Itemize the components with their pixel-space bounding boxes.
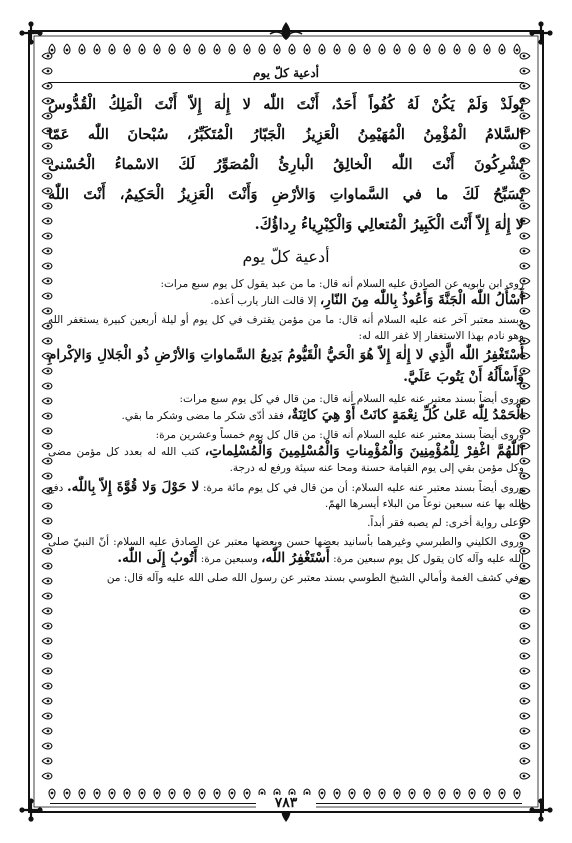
paragraph-text: وبسند معتبر آخر عنه عليه السلام أنه قال: ما من مؤمن يقترف في كل يوم أو ليلة أربعين كبيرة يستغفر الله وهو نادم بهذا الاستغفار إلا غفر الله له: — [48, 314, 524, 342]
prayer-text: لا حَوْلَ وَلا قُوَّةَ إِلاّ بِاللّٰه. — [66, 479, 200, 495]
prayer-text: أَتُوبُ إِلَى اللّٰه. — [117, 550, 198, 566]
paragraph-text: وروى أيضاً بسند معتبر عنه عليه السلام أنه قال: من قال كل يوم خمساً وعشرين مرة: — [155, 429, 524, 441]
paragraph-after: دفع الله بها عنه سبعين نوعاً من البلاء أيسرها الهمّ. — [48, 482, 524, 510]
header-divider — [48, 82, 524, 83]
header-title: أدعية كلّ يوم — [252, 66, 320, 80]
prayer-text: اللّٰهُمَّ اغْفِرْ لِلْمُؤْمِنِينَ وَالْمُؤْمِناتِ وَالْمُسْلِمِينَ وَالْمُسْلِماتِ، — [204, 443, 524, 459]
paragraph-after: فقد أدّى شكر ما مضى وشكر ما بقي. — [121, 410, 284, 422]
paragraph-text: وروى أيضاً بسند معتبر عنه عليه السلام أنه قال: من قال في كل يوم سبع مرات: — [179, 393, 524, 405]
verse-block — [48, 90, 524, 240]
paragraph-line — [48, 292, 524, 309]
paragraph-line — [48, 407, 524, 424]
prayer-text: الْحَمْدُ لِلّٰه عَلىٰ كُلِّ نِعْمَةٍ كانَتْ أَوْ هِيَ كائِنَةٌ، — [287, 407, 524, 423]
paragraph — [48, 391, 524, 424]
paragraph-line — [48, 443, 524, 476]
paragraph — [48, 427, 524, 476]
corner-ornament-br — [529, 798, 552, 821]
paragraph — [48, 312, 524, 388]
paragraph-line — [48, 534, 524, 567]
prayer-text: أَسْتَغْفِرُ اللّٰه، — [261, 550, 330, 566]
verse-line: يُسَبِّحُ لَكَ ما في السَّماواتِ وَالأرْضِ وَأَنْتَ الْعَزِيزُ الْحَكِيمُ، أَنْتَ اللّٰه — [48, 186, 524, 203]
section-title: أدعية كلّ يوم — [242, 247, 330, 266]
verse-line: يُشْرِكُونَ أَنْتَ اللّٰه الْخالِقُ الْبارِئُ الْمُصَوِّرُ لَكَ الاسْماءُ الْحُسْنىٰ — [48, 156, 524, 173]
paragraph-text: روى ابن بابويه عن الصادق عليه السلام أنه قال: ما من عبد يقول كل يوم سبع مرات: — [160, 278, 524, 290]
paragraph — [48, 515, 524, 531]
corner-ornament-bl — [19, 798, 42, 821]
page-header — [0, 0, 572, 80]
page-content — [48, 90, 524, 818]
paragraph — [48, 479, 524, 512]
paragraph — [48, 276, 524, 309]
prayer-text: أَسْتَغْفِرُ اللّٰه الَّذِي لا إِلٰهَ إِلاّ هُوَ الْحَيُّ الْقَيُّومُ بَدِيعُ السَّماواتِ وَالأرْضِ ذُو الْجَلالِ وَالإكْرامِ وَأَسْأَلُهُ أَنْ يَتُوبَ عَلَيَّ. — [48, 347, 524, 385]
border-curl — [520, 83, 530, 89]
paragraph-line — [48, 479, 524, 512]
paragraph-text: وعلى رواية أخرى: لم يصبه فقر أبداً. — [367, 517, 524, 529]
paragraph-after: كتب الله له بعدد كل مؤمن مضى وكل مؤمن بقي إلى يوم القيامة حسنة ومحا عنه سيئة ورفع له درجة. — [48, 446, 524, 474]
verse-line: يُولَدْ وَلَمْ يَكُنْ لَهُ كُفُواً أَحَدٌ، أَنْتَ اللّٰه لا إِلٰهَ إِلاّ أَنْتَ الْمَلِكُ الْقُدُّوسُ — [48, 96, 524, 113]
paragraph-after: إلا قالت النار يارب أعذه. — [210, 295, 317, 307]
paragraph-text: وروى أيضاً بسند معتبر عنه عليه السلام: أن من قال في كل يوم مائة مرة: — [202, 482, 525, 494]
prayer-text: أَسْأَلُ اللّٰه الْجَنَّةَ وَأَعُوذُ بِاللّٰه مِنَ النّارِ، — [319, 292, 524, 308]
paragraph-text: وفي كشف الغمة وأمالي الشيخ الطوسي بسند معتبر عن رسول الله صلى الله عليه وآله قال: من — [106, 572, 524, 584]
paragraph — [48, 534, 524, 567]
border-curl — [42, 83, 52, 89]
paragraph — [48, 570, 524, 586]
page-number: ٧٨٣ — [256, 795, 316, 811]
verse-line: السَّلامُ الْمُؤْمِنُ الْمُهَيْمِنُ الْعَزِيزُ الْجَبّارُ الْمُتَكَبِّرُ، سُبْحانَ اللّٰه عَمّا — [48, 126, 524, 143]
verse-line: لا إِلٰهَ إِلاّ أَنْتَ الْكَبِيرُ الْمُتعالِي وَالْكِبْرِياءُ رِداؤُكَ. — [254, 216, 524, 233]
paragraph-text: وروى الكليني والطبرسي وغيرهما بأسانيد بعضها حسن وبعضها معتبر عن الصادق عليه السلام: أنّ النبيّ صلى الله عليه وآله كان يقول كل يوم سبعين مرة: — [48, 536, 524, 565]
paragraph-after: وسبعين مرة: — [200, 553, 258, 565]
